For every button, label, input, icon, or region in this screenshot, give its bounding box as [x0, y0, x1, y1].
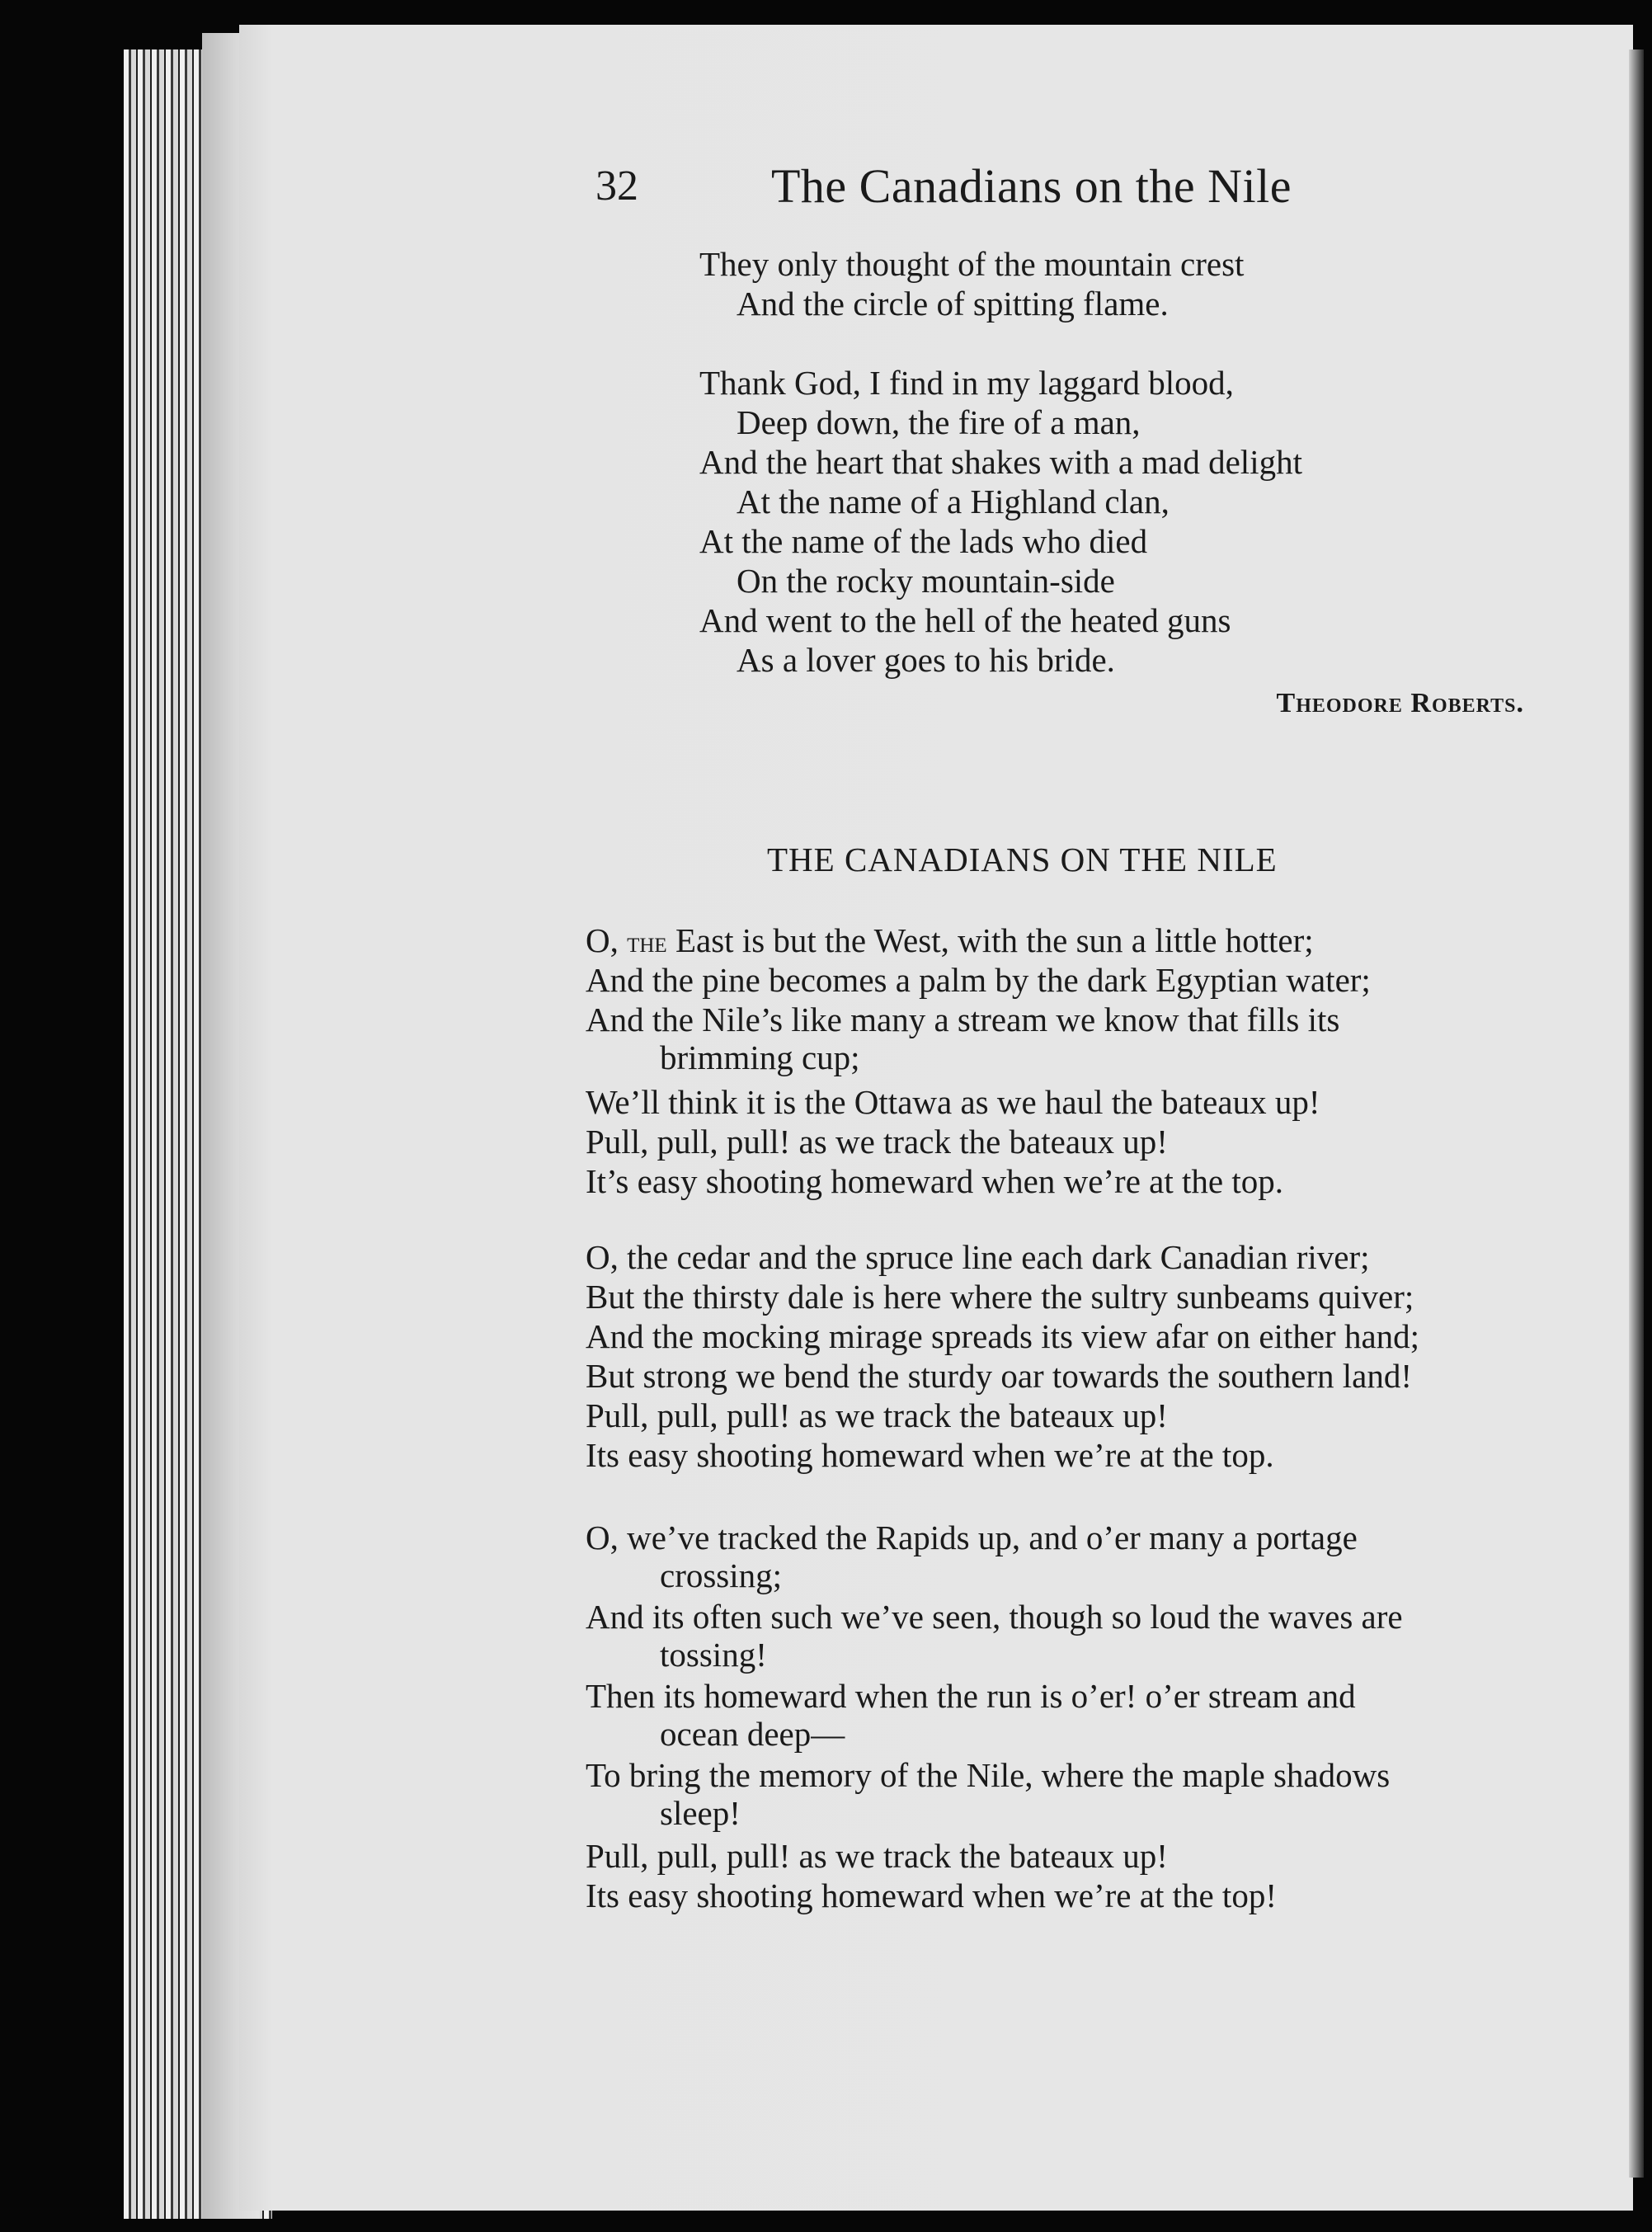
- poem-line: O, the cedar and the spruce line each dark Canadian river;: [586, 1238, 1370, 1276]
- poem-line: Thank God, I find in my laggard blood,: [699, 364, 1234, 402]
- poem-line: Pull, pull, pull! as we track the bateaux up!: [586, 1123, 1168, 1161]
- author-last-name: Roberts.: [1410, 688, 1524, 718]
- poem-line: On the rocky mountain-side: [737, 562, 1115, 600]
- poem-line: And the pine becomes a palm by the dark Egyptian water;: [586, 961, 1371, 999]
- poem-line: At the name of a Highland clan,: [737, 483, 1170, 520]
- poem-line: But strong we bend the sturdy oar towards the southern land!: [586, 1357, 1413, 1395]
- poem-line: Its easy shooting homeward when we’re at the top.: [586, 1436, 1274, 1474]
- poem-line: We’ll think it is the Ottawa as we haul the bateaux up!: [586, 1083, 1320, 1121]
- poem-line: Its easy shooting homeward when we’re at the top!: [586, 1876, 1277, 1914]
- poem-line: Deep down, the fire of a man,: [737, 403, 1141, 441]
- author-signature: [1277, 688, 1524, 719]
- poem-line: [586, 921, 1314, 962]
- poem-line-continuation: brimming cup;: [660, 1038, 860, 1076]
- poem-line: It’s easy shooting homeward when we’re at the top.: [586, 1162, 1283, 1200]
- poem-line: As a lover goes to his bride.: [737, 641, 1115, 679]
- poem-line: And went to the hell of the heated guns: [699, 601, 1231, 639]
- poem-line-continuation: ocean deep—: [660, 1715, 845, 1753]
- poem-line-continuation: crossing;: [660, 1556, 783, 1594]
- poem-line-continuation: tossing!: [660, 1636, 767, 1674]
- poem-line: And the mocking mirage spreads its view afar on either hand;: [586, 1317, 1420, 1355]
- poem-line: But the thirsty dale is here where the sultry sunbeams quiver;: [586, 1278, 1414, 1316]
- page-number: 32: [595, 162, 638, 210]
- poem-line: To bring the memory of the Nile, where the maple shadows: [586, 1756, 1391, 1794]
- line-smallcaps: the: [627, 925, 667, 958]
- poem-line: Pull, pull, pull! as we track the bateaux up!: [586, 1396, 1168, 1434]
- poem-line: Pull, pull, pull! as we track the bateaux up!: [586, 1837, 1168, 1875]
- running-title: The Canadians on the Nile: [771, 159, 1292, 213]
- poem-line-continuation: sleep!: [660, 1794, 741, 1832]
- poem-line: And its often such we’ve seen, though so loud the waves are: [586, 1598, 1403, 1636]
- line-lead: O,: [586, 921, 619, 959]
- poem-line: O, we’ve tracked the Rapids up, and o’er many a portage: [586, 1519, 1358, 1556]
- line-rest: East is but the West, with the sun a little hotter;: [675, 921, 1314, 959]
- author-first-name: Theodore: [1276, 688, 1403, 718]
- poem-line: At the name of the lads who died: [699, 522, 1148, 560]
- poem-line: They only thought of the mountain crest: [699, 245, 1245, 283]
- poem-line: And the Nile’s like many a stream we know that fills its: [586, 1001, 1340, 1038]
- poem-line: And the circle of spitting flame.: [737, 285, 1169, 323]
- poem-line: Then its homeward when the run is o’er! o’er stream and: [586, 1677, 1356, 1715]
- poem-title: THE CANADIANS ON THE NILE: [767, 841, 1278, 878]
- poem-line: And the heart that shakes with a mad delight: [699, 443, 1302, 481]
